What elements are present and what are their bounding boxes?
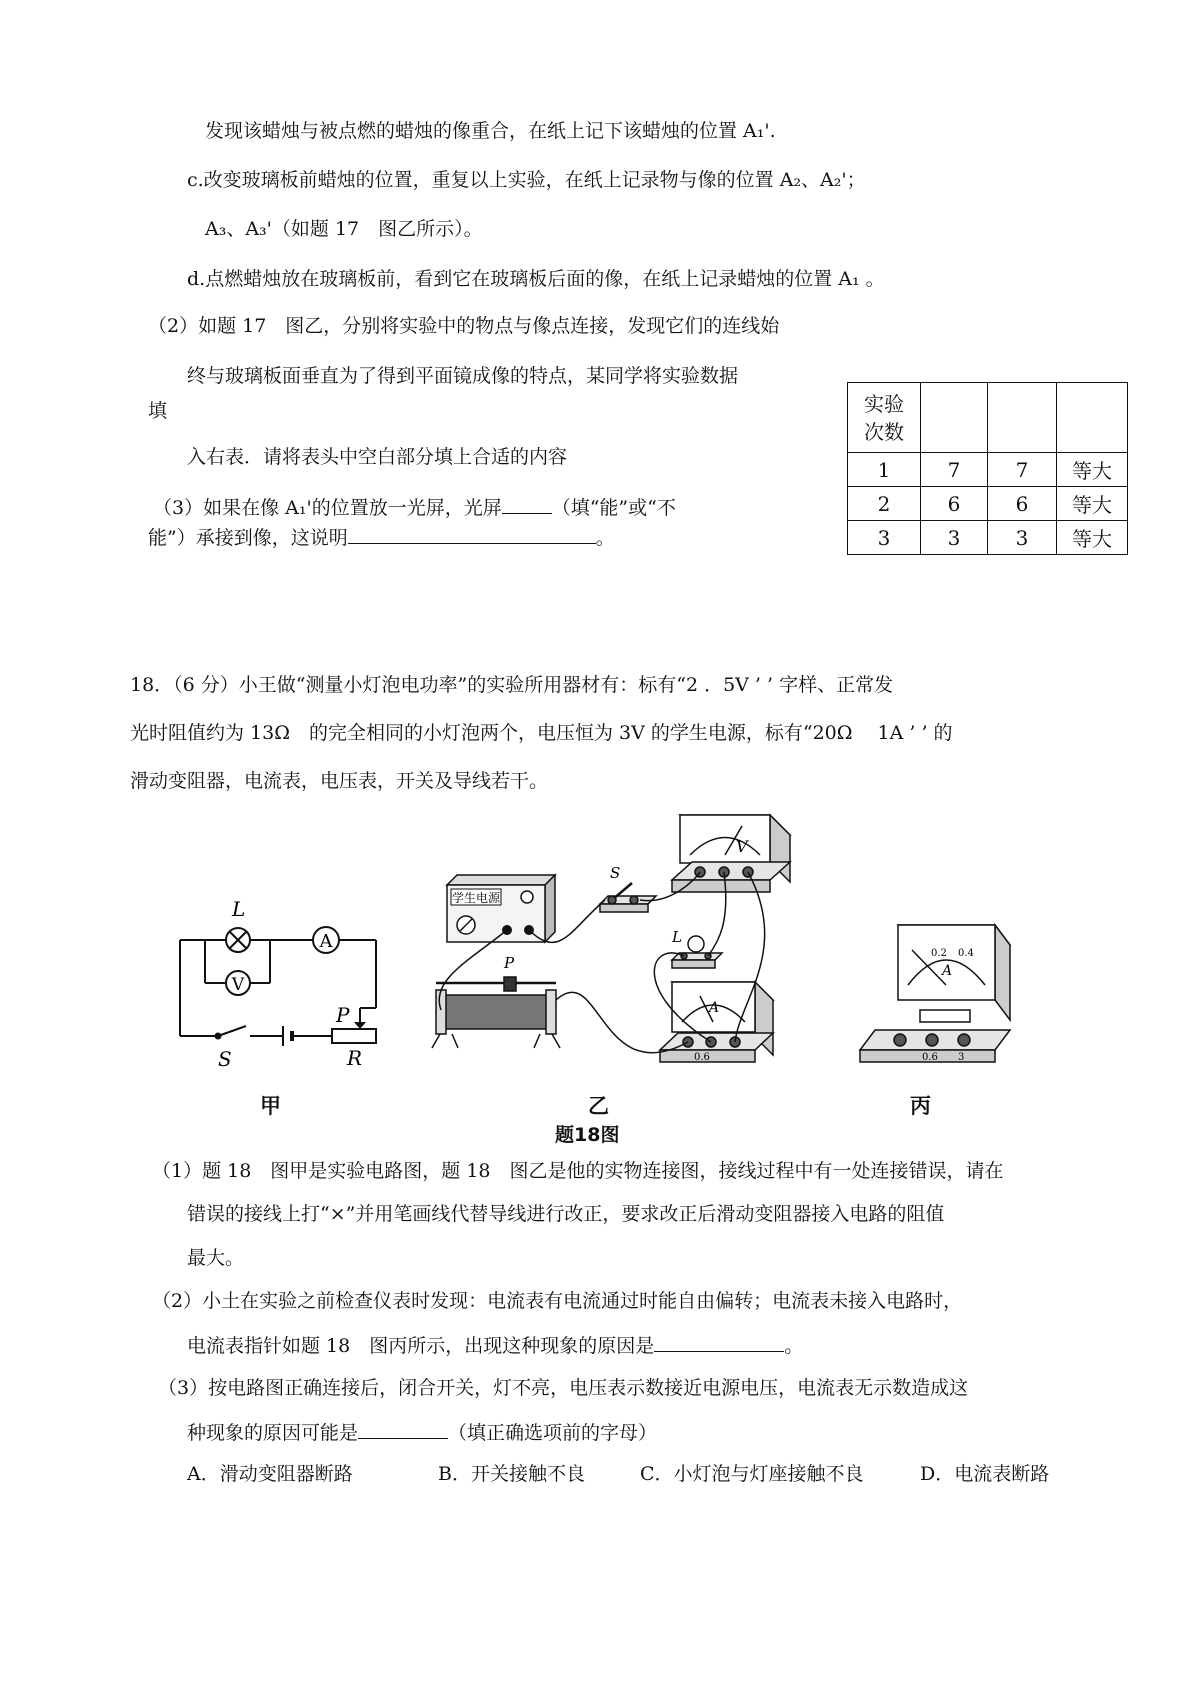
answer-blank-screen[interactable] <box>502 493 552 514</box>
q17-part3-cont <box>148 523 615 551</box>
table-cell: 2 <box>848 487 921 521</box>
q18-part3-text-b: （填正确选项前的字母） <box>448 1422 658 1444</box>
physical-rheostat <box>432 977 560 1048</box>
ammeter-close-up-label: A <box>942 963 953 979</box>
table-header-blank[interactable] <box>1057 383 1128 453</box>
table-cell: 3 <box>921 521 988 555</box>
voltmeter-symbol <box>226 971 250 995</box>
q18-intro-cont2: 滑动变阻器，电流表，电压表，开关及导线若干。 <box>130 770 549 792</box>
slider-label: P <box>336 1003 350 1027</box>
q18-part3-text-a: 种现象的原因可能是 <box>187 1422 359 1444</box>
answer-blank-explanation[interactable] <box>348 523 596 544</box>
physical-voltmeter <box>672 815 790 892</box>
ammeter-range-label: 0.6 <box>694 1052 710 1063</box>
table-cell: 1 <box>848 453 921 487</box>
table-header-blank[interactable] <box>988 383 1057 453</box>
experiment-data-table <box>847 382 1128 555</box>
q18-intro: 18．（6 分）小王做“测量小灯泡电功率”的实验所用器材有：标有“2 ．5V ’ ’ 字样、正常发 <box>130 674 894 696</box>
q18-part1-cont: 错误的接线上打“×”并用笔画线代替导线进行改正，要求改正后滑动变阻器接入电路的阻值 <box>187 1203 945 1225</box>
physical-switch <box>600 883 656 912</box>
table-cell: 7 <box>988 453 1057 487</box>
switch-label: S <box>218 1047 232 1071</box>
table-header-label: 实验 次数 <box>864 391 904 444</box>
table-row <box>848 453 1128 487</box>
physical-rheostat-slider-label: P <box>504 954 515 972</box>
lamp-label: L <box>232 897 246 921</box>
table-cell: 等大 <box>1057 487 1128 521</box>
range-terminal-label: 0.6 <box>922 1052 938 1063</box>
answer-blank-choice[interactable] <box>358 1418 448 1439</box>
q18-part2-text-a: 电流表指针如题 18 图丙所示，出现这种现象的原因是 <box>187 1335 655 1357</box>
power-supply-label: 学生电源 <box>451 891 501 905</box>
table-cell: 等大 <box>1057 453 1128 487</box>
q18-part1-cont2: 最大。 <box>187 1247 245 1269</box>
circuit-diagram <box>180 940 376 1043</box>
figure-label-jia: 甲 <box>260 1094 281 1118</box>
option-b[interactable]: B．开关接触不良 <box>438 1463 585 1485</box>
scale-tick-label: 0.4 <box>958 948 974 959</box>
physical-switch-label: S <box>610 864 621 882</box>
ammeter-symbol <box>313 927 339 953</box>
q18-part3-cont <box>187 1418 657 1446</box>
q17-part3-text-a: （3）如果在像 A₁'的位置放一光屏，光屏 <box>153 497 502 519</box>
slider-arrowhead <box>354 1022 366 1029</box>
ammeter-close-up <box>860 925 1010 1062</box>
table-header-blank[interactable] <box>921 383 988 453</box>
table-row <box>848 521 1128 555</box>
q18-part2-text-b: 。 <box>784 1335 804 1357</box>
option-c[interactable]: C．小灯泡与灯座接触不良 <box>640 1463 864 1485</box>
ammeter-face-label: A <box>709 1000 720 1016</box>
figure-caption: 题18图 <box>555 1124 620 1146</box>
physical-ammeter <box>660 982 773 1062</box>
physical-lamp-label: L <box>672 928 682 946</box>
q17-part3 <box>153 493 676 521</box>
q17-part2-cont2: 填 <box>148 400 168 422</box>
ammeter-label: A <box>319 931 333 952</box>
battery-symbol <box>283 1026 292 1046</box>
switch-symbol <box>216 1026 247 1039</box>
voltmeter-label: V <box>231 975 245 995</box>
option-d[interactable]: D．电流表断路 <box>920 1463 1050 1485</box>
power-supply <box>447 875 555 942</box>
q17-step-d: d.点燃蜡烛放在玻璃板前，看到它在玻璃板后面的像，在纸上记录蜡烛的位置 A₁ 。 <box>187 268 885 290</box>
figure-label-yi: 乙 <box>588 1094 609 1118</box>
range-terminal-label: 3 <box>958 1052 965 1063</box>
figure-label-bing: 丙 <box>910 1094 931 1118</box>
option-a[interactable]: A．滑动变阻器断路 <box>187 1463 353 1485</box>
table-row <box>848 487 1128 521</box>
rheostat-label: R <box>347 1046 363 1070</box>
scale-tick-label: 0.2 <box>931 948 947 959</box>
table-cell: 6 <box>988 487 1057 521</box>
q17-step-c: c.改变玻璃板前蜡烛的位置，重复以上实验，在纸上记录物与像的位置 A₂、A₂'； <box>187 169 866 191</box>
table-cell: 6 <box>921 487 988 521</box>
table-header-cell <box>848 383 921 453</box>
table-cell: 等大 <box>1057 521 1128 555</box>
q18-part2-cont <box>187 1331 803 1359</box>
q18-intro-cont: 光时阻值约为 13Ω 的完全相同的小灯泡两个，电压恒为 3V 的学生电源，标有“20Ω 1A ’ ’ 的 <box>130 722 953 744</box>
q17-part3-text-d: 。 <box>595 527 615 549</box>
voltmeter-face-label: V <box>736 837 748 856</box>
q18-part1: （1）题 18 图甲是实验电路图，题 18 图乙是他的实物连接图，接线过程中有一处连接错误，请在 <box>152 1160 1004 1182</box>
q17-part2-cont3: 入右表．请将表头中空白部分填上合适的内容 <box>187 446 568 468</box>
q17-part3-text-c: 能”）承接到像，这说明 <box>148 527 348 549</box>
table-cell: 7 <box>921 453 988 487</box>
q17-part2: （2）如题 17 图乙，分别将实验中的物点与像点连接，发现它们的连线始 <box>148 315 780 337</box>
answer-blank-reason[interactable] <box>654 1331 784 1352</box>
lamp-symbol <box>226 928 250 952</box>
q17-step-c-cont: A₃、A₃'（如题 17 图乙所示）。 <box>205 218 483 240</box>
q18-part3: （3）按电路图正确连接后，闭合开关，灯不亮，电压表示数接近电源电压，电流表无示数造成这 <box>158 1377 969 1399</box>
q17-part3-text-b: （填“能”或“不 <box>551 497 676 519</box>
table-cell: 3 <box>848 521 921 555</box>
q17-step-b-end: 发现该蜡烛与被点燃的蜡烛的像重合，在纸上记下该蜡烛的位置 A₁'. <box>205 120 776 142</box>
q17-part2-cont: 终与玻璃板面垂直为了得到平面镜成像的特点，某同学将实验数据 <box>187 365 739 387</box>
table-header-row <box>848 383 1128 453</box>
table-cell: 3 <box>988 521 1057 555</box>
q18-part2: （2）小土在实验之前检查仪表时发现：电流表有电流通过时能自由偏转；电流表未接入电路时， <box>152 1290 963 1312</box>
